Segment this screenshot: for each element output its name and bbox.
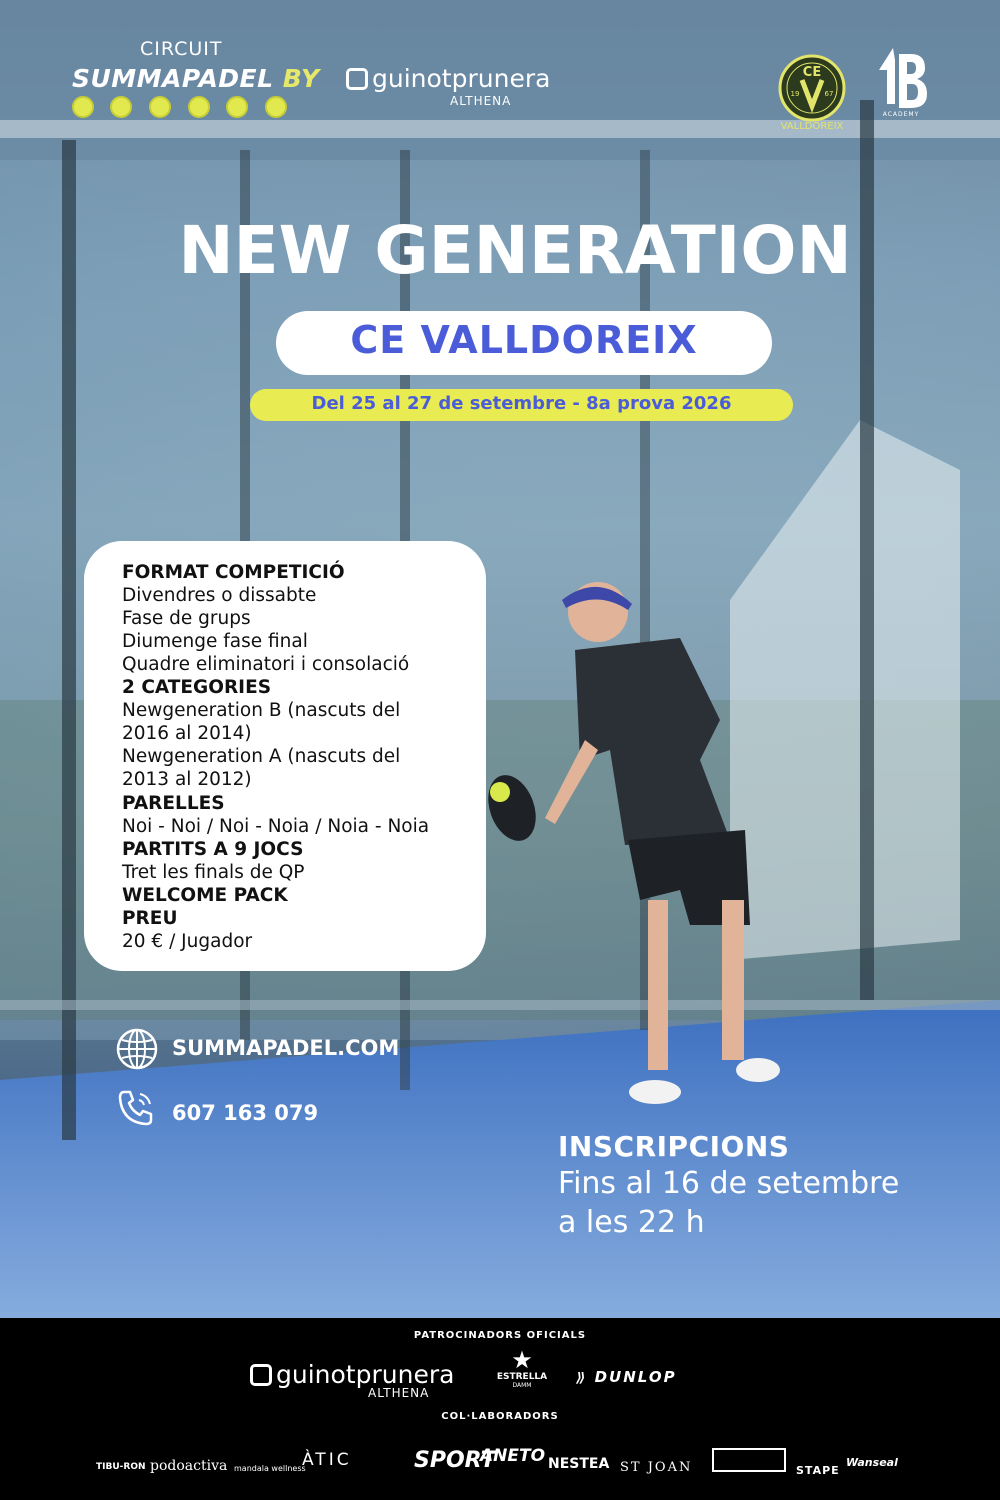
sponsor-dunlop-text: DUNLOP [594,1368,677,1386]
academy-logo [873,46,929,118]
tennis-ball-icon [110,96,132,118]
sponsor-main-sub: ALTHENA [368,1386,430,1400]
venue-name: CE VALLDOREIX [350,318,698,362]
info-line: Newgeneration B (nascuts del [122,700,401,721]
dunlop-logo-icon: ⟫ [576,1371,588,1386]
academy-label: ACADEMY [882,111,920,118]
circuit-label: CIRCUIT [140,38,223,60]
event-dates: Del 25 al 27 de setembre - 8a prova 2026 [311,393,732,414]
registration-time: a les 22 h [558,1205,705,1240]
club-badge-year-left: 19 [790,90,800,98]
tennis-ball-icon [72,96,94,118]
info-heading-categories: 2 CATEGORIES [122,677,272,698]
info-line: Newgeneration A (nascuts del [122,746,401,767]
brand-name: SUMMAPADEL [72,64,274,93]
sponsor-main-text: guinotprunera [276,1360,455,1389]
sponsors-label: PATROCINADORS OFICIALS [413,1330,587,1341]
info-heading-price: PREU [122,908,178,929]
phone-icon [116,1088,156,1128]
collaborator-logo: mandala wellness [234,1464,306,1473]
sponsor-guinotprunera [250,1360,454,1389]
collaborator-logo: NESTEA [548,1456,610,1472]
collaborator-logo-box [712,1448,786,1472]
partner-logo-text: guinotprunera [372,64,551,93]
sponsor-estrella-text: ESTRELLA [496,1372,548,1382]
sponsor-logo-icon [250,1364,272,1386]
club-badge-text: CE [802,65,822,80]
tennis-ball-icon [188,96,210,118]
collaborator-logo: STAPE [796,1464,840,1477]
sponsor-dunlop [576,1368,677,1386]
collaborator-logo: podoactiva [150,1458,228,1474]
brand-logo-text [72,64,320,93]
info-line: Tret les finals de QP [122,862,305,883]
info-line: Noi - Noi / Noi - Noia / Noia - Noia [122,816,430,837]
globe-icon [116,1028,158,1070]
info-line: 20 € / Jugador [122,931,253,952]
collaborators-label: COL·LABORADORS [441,1411,559,1422]
info-line: Divendres o dissabte [122,585,317,606]
partner-sub-text: ALTHENA [450,94,512,108]
club-badge-logo [778,54,846,122]
collaborator-logo: SPORT [414,1448,496,1473]
sponsors-footer [0,1318,1000,1500]
info-heading-format: FORMAT COMPETICIÓ [122,562,345,583]
info-line: Fase de grups [122,608,251,629]
info-heading-welcome: WELCOME PACK [122,885,288,906]
event-title: NEW GENERATION [178,212,852,289]
collaborator-logo: ÀTIC [302,1450,352,1470]
collaborator-logo: ST JOAN [620,1460,693,1475]
registration-title: INSCRIPCIONS [558,1130,790,1163]
info-line: 2016 al 2014) [122,723,252,744]
club-badge-year-right: 67 [824,90,834,98]
info-line: 2013 al 2012) [122,769,252,790]
sponsor-estrella-sub: DAMM [512,1382,532,1389]
tennis-ball-icon [265,96,287,118]
partner-logo-icon [346,68,368,90]
sponsor-estrella [496,1348,548,1389]
website-link[interactable]: SUMMAPADEL.COM [172,1036,400,1060]
info-heading-matches: PARTITS A 9 JOCS [122,839,304,860]
club-name: VALLDOREIX [780,121,844,132]
tennis-ball-icon [149,96,171,118]
registration-deadline: Fins al 16 de setembre [558,1166,900,1201]
tennis-ball-icon [226,96,248,118]
collaborator-logo: Wanseal [846,1456,898,1469]
info-line: Quadre eliminatori i consolació [122,654,410,675]
collaborator-logo: TIBU-RON [96,1462,146,1472]
info-heading-pairs: PARELLES [122,793,225,814]
info-line: Diumenge fase final [122,631,308,652]
phone-link[interactable]: 607 163 079 [172,1101,319,1125]
star-icon: ★ [511,1346,533,1374]
collaborator-logo: ANETO [480,1446,546,1466]
brand-by: BY [282,64,320,93]
partner-logo [346,64,550,93]
